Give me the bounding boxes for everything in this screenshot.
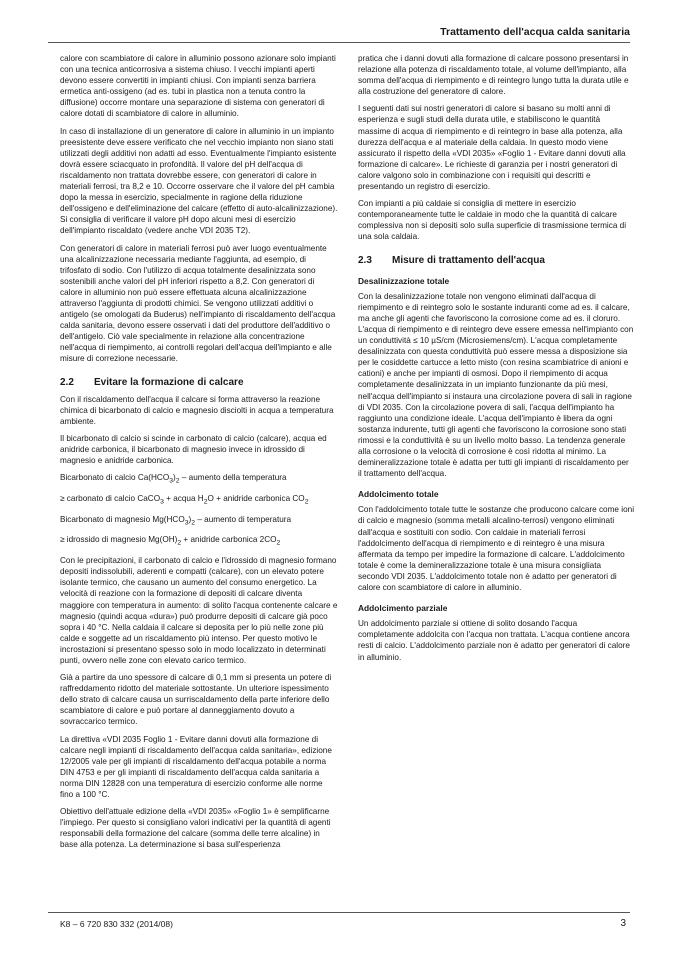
paragraph: Con il riscaldamento dell'acqua il calcare si forma attraverso la reazione chimica di bicarbonato di calcio e magnesio disciolti in acqua a temperatura ambiente. [60,394,334,426]
right-column [358,53,634,669]
footer-divider [48,912,630,913]
formula-line: Bicarbonato di magnesio $Mg(HCO_3)_2$ – aumento di temperatura [60,514,292,527]
section-number: 2.2 [60,376,74,388]
formula-line: ≥ idrossido di magnesio $Mg(OH)_2$ + anidride carbonica $2CO_2$ [60,535,281,548]
section-number: 2.3 [358,254,372,266]
subheading-addolcimento-parziale: Addolcimento parziale [358,603,448,614]
section-heading-2-3 [358,255,634,266]
paragraph: Con impianti a più caldaie si consiglia di mettere in esercizio contemporaneamente tutte le caldaie in modo che la quantità di calcare complessiva non si depositi solo sulla superficie di trasmissione termica di una sola caldaia. [358,199,627,242]
formula-line: ≥ carbonato di calcio CaCO$_3$ + acqua $H_2O$ + anidride carbonica $CO_2$ [60,493,309,506]
paragraph: Con le precipitazioni, il carbonato di calcio e l'idrossido di magnesio formano depositi indissolubili, aderenti e compatti (calcare), con un elevato potere isolante termico, che causano un aumento del consumo energetico. La velocità di reazione con la formazione di depositi di calcare diventa maggiore con temperatura in aumento: di solito l'acqua contenente calcare e magnesio (quindi acqua «dura») può produrre depositi di calcare già poco sopra i 40 °C. Nella caldaia il calcare si deposita per lo più nelle zone più calde e soggette ad un riscaldamento più intenso. Per questo motivo le incrostazioni si presentano spesso solo in modo localizzato in determinati punti, ovvero nelle zone con elevato carico termico. [60,556,338,665]
header-title: Trattamento dell'acqua calda sanitaria [440,26,630,38]
paragraph: Un addolcimento parziale si ottiene di solito dosando l'acqua completamente addolcita con l'acqua non trattata. L'acqua contiene ancora resti di calcio. L'addolcimento parziale non è adatto per generatori di calore in alluminio. [358,619,630,662]
subheading-addolcimento-totale: Addolcimento totale [358,489,439,500]
paragraph: Con l'addolcimento totale tutte le sostanze che producono calcare come ioni di calcio e magnesio (somma metalli alcalino-terrosi) vengono eliminati dall'acqua e sostituiti con sodio. Con caldaie in materiali ferrosi l'addolcimento dell'acqua di riempimento e di reintegro è una misura affermata da tempo per impedire la formazione di calcare. L'addolcimento totale è come la demineralizzazione totale è una misura consigliata secondo VDI 2035. L'addolcimento totale non è adatto per generatori di calore con scambiatore di calore in alluminio. [358,505,635,593]
section-title: Evitare la formazione di calcare [94,376,244,388]
section-heading-2-2 [60,377,338,388]
formula-calcium [60,472,338,507]
header-divider [48,42,630,43]
formula-magnesium [60,514,338,549]
subheading-desalinizzazione: Desalinizzazione totale [358,275,450,286]
paragraph: calore con scambiatore di calore in alluminio possono azionare solo impianti con una tecnica anticorrosiva a sistema chiuso. I vecchi impianti aperti devono essere convertiti in impianti chiusi. Con impianti senza barriera ermetica anti-ossigeno (ad es. tubi in plastica non a tenuta contro la diffusione) occorre montare una separazione di sistema con generatori di calore dotati di scambiatore di calore in alluminio. [60,54,336,119]
document-code: K8 – 6 720 830 332 (2014/08) [60,919,173,929]
paragraph: La direttiva «VDI 2035 Foglio 1 - Evitare danni dovuti alla formazione di calcare negli impianti di riscaldamento dell'acqua calda sanitaria», edizione 12/2005 vale per gli impianti di riscaldamento dell'acqua potabile a norma DIN 4753 e per gli impianti di riscaldamento dell'acqua calda sanitaria a norma DIN 12828 con una temperatura di esercizio conforme alle norme fino a 100 °C. [60,734,332,799]
page-number: 3 [620,918,626,929]
paragraph: Con la desalinizzazione totale non vengono eliminati dall'acqua di riempimento e di reintegro solo le sostante induranti come ad es. il calcare, ma anche gli agenti che favoriscono la corrosione come ad es. il cloruro. L'acqua di riempimento e di reintegro deve essere emessa nell'impianto con un conduttività ≤ 10 µS/cm (Microsiemens/cm). L'acqua completamente desalinizzata con questa conduttività può essere messa a disposizione sia per le cosiddette cartucce a letto misto (con resina scambiatrice di anioni e cationi) e anche per impianti di osmosi. Dopo il riempimento di acqua completamente desalinizzata in un impianto funzionante da più mesi, nell'acqua dell'impianto si instaura una circolazione povera di sali in ragione di VDI 2035. Con la circolazione povera di sali, l'acqua dell'impianto ha raggiunto una condizione ideale. L'acqua dell'impianto è libera da ogni sostanza indurente, tutti gli agenti che favoriscono la corrosione sono stati rimossi e la conduttività è su un livello molto basso. La tendenza generale alla corrosione o la velocità di corrosione è così ridotta al minimo. La demineralizzazione totale è adatta per tutti gli impianti di riscaldamento per il trattamento dell'acqua. [358,291,634,479]
paragraph: Il bicarbonato di calcio si scinde in carbonato di calcio (calcare), acqua ed anidride carbonica, il bicarbonato di magnesio invece in idrossido di magnesio e anidride carbonica. [60,433,327,466]
paragraph: In caso di installazione di un generatore di calore in alluminio in un impianto preesistente deve essere verificato che nel vecchio impianto non siano stati utilizzati degli additivi non adatti ad esso. Eventualmente l'impianto esistente dovrà essere sciacquato in profondità. Il valore del pH dell'acqua di riscaldamento non trattata dovrebbe essere, con generatori di calore in materiali ferrosi, tra 8,2 e 10. Occorre osservare che il valore del pH cambia dopo la messa in esercizio, specialmente in ragione della riduzione dell'ossigeno e dell'eliminazione del calcare (effetto di auto-alcalinizzazione). Si consiglia di verificare il valore pH dopo alcuni mesi di esercizio dell'impianto riscaldato (vedere anche VDI 2035 T2). [60,126,338,236]
paragraph: Obiettivo dell'attuale edizione della «VDI 2035» «Foglio 1» è semplificarne l'impiego. Per questo si consigliano valori indicativi per la quantità di agenti responsabili della formazione del calcare (somma delle terre alcaline) in base alla potenza. La determinazione si basa sull'esperienza [60,807,331,850]
paragraph: pratica che i danni dovuti alla formazione di calcare possono presentarsi in relazione alla potenza di riscaldamento totale, al volume dell'impianto, alla somma dell'acqua di riempimento e di reintegro lungo tutta la durata utile e alla costruzione del generatore di calore. [358,54,629,97]
left-column [60,53,338,856]
paragraph: Già a partire da uno spessore di calcare di 0,1 mm si presenta un potere di raffreddamento ridotto del materiale sottostante. Un ulteriore ispessimento dello strato di calcare causa un surriscaldamento della parte inferiore dello scambiatore di calore e può portare al danneggiamento dovuto a sovraccarico termico. [60,673,332,727]
formula-line: Bicarbonato di calcio $Ca(HCO_3)_2$ – aumento della temperatura [60,473,287,485]
paragraph: I seguenti dati sui nostri generatori di calore si basano su molti anni di esperienza e sugli studi della durata utile, e stabiliscono le quantità massime di acqua di riempimento e di reintegro in base alla potenza, alla durezza dell'acqua e al materiale della caldaia. In questo modo viene assicurato il rispetto della «VDI 2035» «Foglio 1 - Evitare danni dovuti alla formazione di calcare». Le richieste di garanzia per i nostri generatori di calore valgono solo in combinazione con i requisiti qui descritti e presentando un registro di esercizio. [358,104,626,192]
section-title: Misure di trattamento dell'acqua [392,254,545,266]
paragraph: Con generatori di calore in materiali ferrosi può aver luogo eventualmente una alcalinizzazione necessaria mediante l'aggiunta, ad esempio, di trifosfato di sodio. Con l'utilizzo di acqua totalmente desalinizzata sono sostenibili anche valori del pH inferiori rispetto a 8,2. Con generatori di calore in alluminio non può essere effettuata alcuna alcalinizzazione attraverso l'aggiunta di prodotti chimici. Se vengono utilizzati additivi o antigelo (se omologati da Buderus) nell'impianto di riscaldamento dell'acqua calda sanitaria, devono essere osservati i dati del produttore dell'additivo o dell'antigelo. Ciò vale specialmente in relazione alla concentrazione nell'acqua di riempimento, ai controlli regolari dell'acqua dell'impianto e alle misure di correzione necessarie. [60,243,336,364]
